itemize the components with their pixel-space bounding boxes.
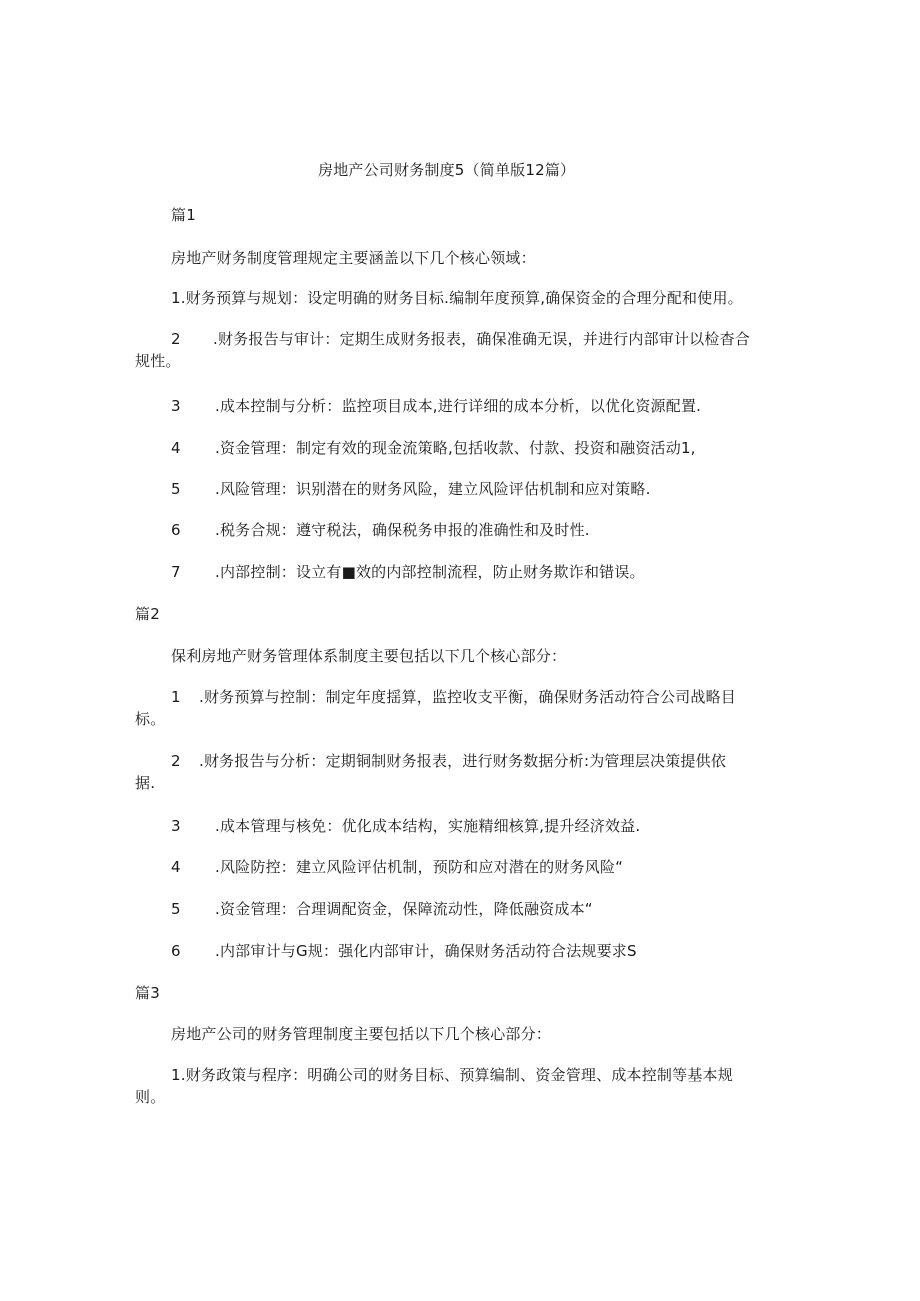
list-item-continuation: 据. bbox=[135, 774, 156, 792]
section-intro: 保利房地产财务管理体系制度主要包括以下几个核心部分： bbox=[171, 647, 567, 665]
list-item bbox=[171, 857, 623, 877]
list-item bbox=[171, 899, 593, 919]
section-heading: 篇3 bbox=[135, 984, 160, 1002]
list-item-text: .风险管理：识别潜在的财务风险，建立风险评估机制和应对策略. bbox=[215, 480, 651, 498]
list-item bbox=[171, 288, 743, 308]
list-item-text: .财务报告与分析：定期铜制财务报表，进行财务数据分析:为管理层决策提供依 bbox=[199, 752, 727, 770]
list-item bbox=[171, 751, 726, 771]
list-item-number: 6 bbox=[171, 521, 181, 539]
list-item-number: 2 bbox=[171, 752, 181, 770]
section-heading: 篇2 bbox=[135, 605, 160, 623]
list-item-text: .财务报告与审计：定期生成财务报表，确保准确无误，并进行内部审计以检杳合 bbox=[213, 330, 750, 348]
list-item-continuation: 则。 bbox=[135, 1088, 166, 1106]
list-item-number: 1 bbox=[171, 688, 181, 706]
list-item-number: 3 bbox=[171, 397, 181, 415]
list-item-number: 3 bbox=[171, 817, 181, 835]
list-item-text: .内部控制：设立有■效的内部控制流程，防止财务欺诈和错误。 bbox=[215, 563, 645, 581]
list-item bbox=[171, 687, 736, 707]
document-title: 房地产公司财务制度5（简单版12篇） bbox=[318, 161, 576, 179]
list-item-number: 4 bbox=[171, 858, 181, 876]
list-item-text: .内部审计与G规：强化内部审计，确保财务活动符合法规要求S bbox=[215, 942, 637, 960]
section-intro: 房地产财务制度管理规定主要涵盖以下几个核心领域： bbox=[171, 249, 536, 267]
list-item bbox=[171, 329, 750, 349]
list-item-number: 7 bbox=[171, 563, 181, 581]
list-item bbox=[171, 562, 645, 582]
section-heading: 篇1 bbox=[171, 206, 196, 224]
list-item-continuation: 标。 bbox=[135, 710, 166, 728]
list-item bbox=[171, 438, 696, 458]
list-item-text: .资金管理：合理调配资金，保障流动性，降低融资成本“ bbox=[215, 900, 593, 918]
list-item bbox=[171, 816, 640, 836]
list-item-text: 1.财务政策与程序：明确公司的财务目标、预算编制、资金管理、成本控制等基本规 bbox=[171, 1066, 733, 1084]
list-item-text: .税务合规：遵守税法，确保税务申报的准确性和及时性. bbox=[215, 521, 590, 539]
list-item bbox=[171, 396, 701, 416]
list-item-number: 2 bbox=[171, 330, 181, 348]
list-item-number: 4 bbox=[171, 439, 181, 457]
list-item-continuation: 规性。 bbox=[135, 352, 181, 370]
list-item-text: 1.财务预算与规划：设定明确的财务目标.编制年度预算,确保资金的合理分配和使用。 bbox=[171, 289, 743, 307]
section-intro: 房地产公司的财务管理制度主要包括以下几个核心部分： bbox=[171, 1025, 552, 1043]
list-item bbox=[171, 1065, 733, 1085]
list-item-text: .财务预算与控制：制定年度揺算，监控收支平衡，确保财务活动符合公司战略目 bbox=[199, 688, 736, 706]
list-item bbox=[171, 520, 590, 540]
list-item-number: 5 bbox=[171, 480, 181, 498]
list-item-number: 6 bbox=[171, 942, 181, 960]
list-item-text: .资金管理：制定有效的现金流策略,包括收款、付款、投资和融资活动1, bbox=[215, 439, 696, 457]
list-item-text: .成本管理与核免：优化成本结构，实施精细核算,提升经济效益. bbox=[215, 817, 641, 835]
list-item bbox=[171, 941, 637, 961]
list-item bbox=[171, 479, 651, 499]
list-item-number: 5 bbox=[171, 900, 181, 918]
list-item-text: .风险防控：建立风险评估机制，预防和应对潜在的财务风险“ bbox=[215, 858, 624, 876]
list-item-text: .成本控制与分析：监控项目成本,进行详细的成本分析，以优化资源配置. bbox=[215, 397, 702, 415]
